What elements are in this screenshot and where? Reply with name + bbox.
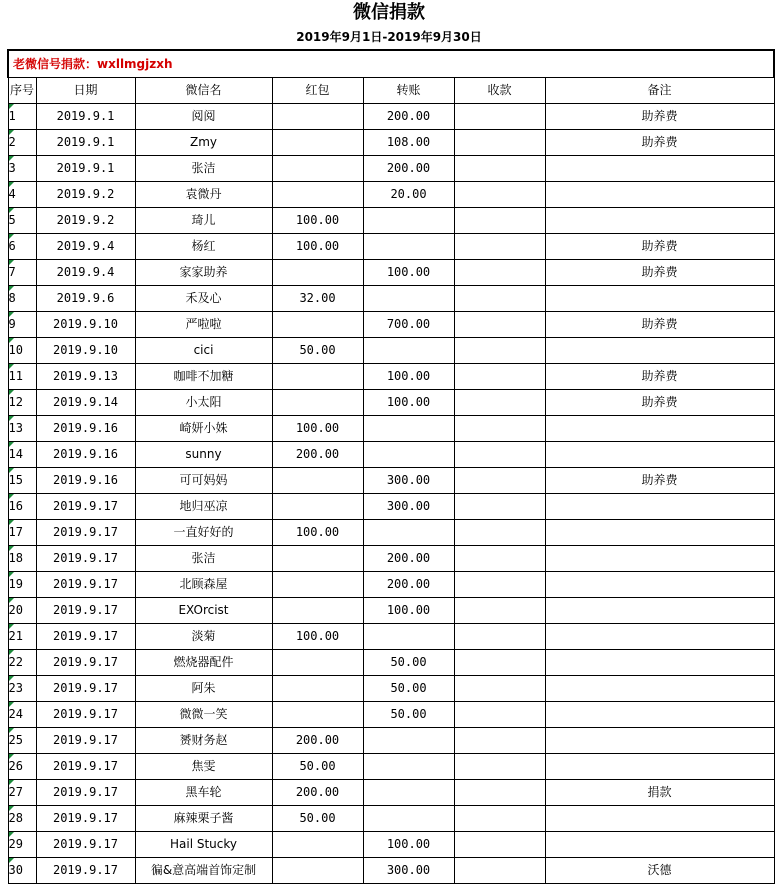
cell-red-packet: 50.00 [272, 754, 363, 780]
cell-date: 2019.9.10 [36, 338, 135, 364]
table-row [8, 182, 774, 208]
cell-red-packet: 100.00 [272, 416, 363, 442]
cell-red-packet [272, 390, 363, 416]
cell-name: 一直好好的 [135, 520, 272, 546]
cell-name: 麻辣栗子酱 [135, 806, 272, 832]
cell-seq: 10 [8, 338, 36, 364]
cell-note [545, 676, 774, 702]
cell-seq: 8 [8, 286, 36, 312]
cell-name: 燃烧器配件 [135, 650, 272, 676]
cell-note [545, 494, 774, 520]
cell-red-packet [272, 546, 363, 572]
header-date: 日期 [36, 78, 135, 104]
header-note: 备注 [545, 78, 774, 104]
cell-name: 北顾森屋 [135, 572, 272, 598]
cell-note [545, 182, 774, 208]
cell-red-packet [272, 130, 363, 156]
cell-date: 2019.9.13 [36, 364, 135, 390]
cell-name: EXOrcist [135, 598, 272, 624]
cell-transfer: 300.00 [363, 468, 454, 494]
cell-name: 家家助养 [135, 260, 272, 286]
cell-payment [454, 780, 545, 806]
donation-table [7, 49, 775, 884]
cell-name: sunny [135, 442, 272, 468]
cell-date: 2019.9.4 [36, 234, 135, 260]
table-row [8, 338, 774, 364]
cell-date: 2019.9.2 [36, 208, 135, 234]
cell-name: 小太阳 [135, 390, 272, 416]
table-row [8, 390, 774, 416]
cell-date: 2019.9.1 [36, 156, 135, 182]
cell-date: 2019.9.1 [36, 104, 135, 130]
cell-red-packet [272, 598, 363, 624]
cell-transfer: 300.00 [363, 858, 454, 884]
cell-transfer: 20.00 [363, 182, 454, 208]
cell-name: 崎妍小姝 [135, 416, 272, 442]
cell-seq: 29 [8, 832, 36, 858]
cell-transfer: 50.00 [363, 650, 454, 676]
cell-red-packet: 100.00 [272, 624, 363, 650]
cell-seq: 1 [8, 104, 36, 130]
cell-seq: 13 [8, 416, 36, 442]
header-red-packet: 红包 [272, 78, 363, 104]
cell-seq: 11 [8, 364, 36, 390]
table-row [8, 702, 774, 728]
cell-seq: 6 [8, 234, 36, 260]
cell-note: 助养费 [545, 104, 774, 130]
cell-red-packet: 100.00 [272, 520, 363, 546]
cell-date: 2019.9.17 [36, 520, 135, 546]
cell-transfer: 300.00 [363, 494, 454, 520]
cell-note [545, 832, 774, 858]
table-row [8, 364, 774, 390]
cell-note: 助养费 [545, 234, 774, 260]
table-row [8, 546, 774, 572]
cell-payment [454, 442, 545, 468]
cell-red-packet [272, 364, 363, 390]
cell-transfer [363, 442, 454, 468]
cell-payment [454, 130, 545, 156]
cell-payment [454, 416, 545, 442]
cell-payment [454, 494, 545, 520]
cell-transfer [363, 728, 454, 754]
cell-seq: 15 [8, 468, 36, 494]
cell-name: Hail Stucky [135, 832, 272, 858]
old-wechat-banner: 老微信号捐款：wxllmgjzxh [8, 50, 774, 78]
table-row [8, 416, 774, 442]
cell-date: 2019.9.1 [36, 130, 135, 156]
cell-transfer [363, 208, 454, 234]
cell-note [545, 754, 774, 780]
cell-date: 2019.9.17 [36, 832, 135, 858]
cell-date: 2019.9.17 [36, 806, 135, 832]
table-row [8, 312, 774, 338]
cell-date: 2019.9.17 [36, 624, 135, 650]
cell-note [545, 520, 774, 546]
cell-seq: 22 [8, 650, 36, 676]
cell-transfer: 50.00 [363, 702, 454, 728]
cell-note [545, 156, 774, 182]
cell-transfer [363, 806, 454, 832]
table-row [8, 468, 774, 494]
cell-note: 捐款 [545, 780, 774, 806]
cell-note: 助养费 [545, 468, 774, 494]
cell-date: 2019.9.16 [36, 416, 135, 442]
cell-transfer: 100.00 [363, 364, 454, 390]
header-row [8, 78, 774, 104]
cell-note [545, 286, 774, 312]
cell-transfer [363, 338, 454, 364]
cell-date: 2019.9.17 [36, 702, 135, 728]
cell-transfer: 700.00 [363, 312, 454, 338]
table-row [8, 494, 774, 520]
cell-payment [454, 312, 545, 338]
cell-red-packet: 100.00 [272, 208, 363, 234]
cell-payment [454, 104, 545, 130]
cell-date: 2019.9.17 [36, 494, 135, 520]
cell-seq: 18 [8, 546, 36, 572]
cell-seq: 20 [8, 598, 36, 624]
cell-transfer: 100.00 [363, 832, 454, 858]
cell-payment [454, 598, 545, 624]
cell-red-packet: 200.00 [272, 780, 363, 806]
cell-red-packet [272, 832, 363, 858]
cell-seq: 2 [8, 130, 36, 156]
cell-seq: 14 [8, 442, 36, 468]
cell-date: 2019.9.2 [36, 182, 135, 208]
cell-red-packet [272, 156, 363, 182]
document-title: 微信捐款 [353, 2, 425, 23]
cell-red-packet: 50.00 [272, 806, 363, 832]
cell-date: 2019.9.17 [36, 546, 135, 572]
cell-seq: 16 [8, 494, 36, 520]
cell-payment [454, 702, 545, 728]
cell-payment [454, 806, 545, 832]
cell-red-packet [272, 650, 363, 676]
table-row [8, 676, 774, 702]
cell-red-packet [272, 702, 363, 728]
cell-transfer [363, 286, 454, 312]
cell-payment [454, 156, 545, 182]
cell-transfer: 200.00 [363, 156, 454, 182]
cell-payment [454, 364, 545, 390]
cell-name: 阅阅 [135, 104, 272, 130]
cell-red-packet: 32.00 [272, 286, 363, 312]
cell-transfer [363, 234, 454, 260]
cell-transfer: 50.00 [363, 676, 454, 702]
cell-payment [454, 650, 545, 676]
cell-name: 杨红 [135, 234, 272, 260]
cell-transfer: 200.00 [363, 572, 454, 598]
cell-payment [454, 754, 545, 780]
cell-name: 赟财务赵 [135, 728, 272, 754]
header-transfer: 转账 [363, 78, 454, 104]
cell-red-packet: 200.00 [272, 728, 363, 754]
cell-red-packet: 50.00 [272, 338, 363, 364]
cell-transfer [363, 754, 454, 780]
cell-note [545, 208, 774, 234]
cell-name: 黑车轮 [135, 780, 272, 806]
cell-payment [454, 676, 545, 702]
table-row [8, 520, 774, 546]
cell-name: 张洁 [135, 156, 272, 182]
table-row [8, 104, 774, 130]
cell-transfer: 100.00 [363, 390, 454, 416]
cell-name: 淡菊 [135, 624, 272, 650]
cell-note: 助养费 [545, 390, 774, 416]
cell-date: 2019.9.17 [36, 598, 135, 624]
cell-note [545, 546, 774, 572]
cell-name: 微微一笑 [135, 702, 272, 728]
cell-payment [454, 468, 545, 494]
cell-name: 琦儿 [135, 208, 272, 234]
cell-payment [454, 572, 545, 598]
table-row [8, 572, 774, 598]
cell-name: 袁微丹 [135, 182, 272, 208]
cell-seq: 23 [8, 676, 36, 702]
cell-note: 沃德 [545, 858, 774, 884]
cell-name: 咖啡不加糖 [135, 364, 272, 390]
cell-seq: 25 [8, 728, 36, 754]
cell-date: 2019.9.17 [36, 728, 135, 754]
table-row [8, 234, 774, 260]
cell-name: 地归巫凉 [135, 494, 272, 520]
cell-transfer [363, 780, 454, 806]
cell-date: 2019.9.17 [36, 754, 135, 780]
cell-name: 禾及心 [135, 286, 272, 312]
cell-payment [454, 624, 545, 650]
cell-payment [454, 390, 545, 416]
table-row [8, 754, 774, 780]
cell-seq: 26 [8, 754, 36, 780]
cell-payment [454, 286, 545, 312]
cell-date: 2019.9.17 [36, 650, 135, 676]
cell-name: 焦雯 [135, 754, 272, 780]
cell-red-packet: 100.00 [272, 234, 363, 260]
cell-note [545, 702, 774, 728]
cell-red-packet [272, 858, 363, 884]
cell-note [545, 442, 774, 468]
cell-note [545, 416, 774, 442]
cell-note: 助养费 [545, 364, 774, 390]
cell-seq: 19 [8, 572, 36, 598]
cell-transfer [363, 624, 454, 650]
cell-payment [454, 260, 545, 286]
table-row [8, 286, 774, 312]
cell-red-packet [272, 468, 363, 494]
table-row [8, 728, 774, 754]
cell-seq: 5 [8, 208, 36, 234]
cell-name: cici [135, 338, 272, 364]
table-row [8, 832, 774, 858]
cell-red-packet [272, 676, 363, 702]
table-row [8, 208, 774, 234]
cell-date: 2019.9.17 [36, 858, 135, 884]
cell-payment [454, 520, 545, 546]
table-row [8, 624, 774, 650]
cell-note [545, 598, 774, 624]
cell-date: 2019.9.16 [36, 468, 135, 494]
cell-payment [454, 858, 545, 884]
cell-payment [454, 832, 545, 858]
table-row [8, 858, 774, 884]
cell-note: 助养费 [545, 260, 774, 286]
cell-seq: 17 [8, 520, 36, 546]
cell-seq: 21 [8, 624, 36, 650]
cell-red-packet [272, 494, 363, 520]
cell-payment [454, 234, 545, 260]
cell-note: 助养费 [545, 130, 774, 156]
cell-note: 助养费 [545, 312, 774, 338]
cell-note [545, 338, 774, 364]
header-seq: 序号 [8, 78, 36, 104]
cell-seq: 4 [8, 182, 36, 208]
cell-note [545, 806, 774, 832]
table-row [8, 156, 774, 182]
cell-transfer: 100.00 [363, 598, 454, 624]
cell-transfer: 200.00 [363, 546, 454, 572]
cell-transfer: 100.00 [363, 260, 454, 286]
cell-red-packet [272, 182, 363, 208]
cell-payment [454, 182, 545, 208]
cell-name: 严啦啦 [135, 312, 272, 338]
cell-name: 阿朱 [135, 676, 272, 702]
document-period: 2019年9月1日-2019年9月30日 [296, 30, 482, 44]
cell-seq: 28 [8, 806, 36, 832]
cell-red-packet: 200.00 [272, 442, 363, 468]
cell-date: 2019.9.17 [36, 676, 135, 702]
cell-red-packet [272, 572, 363, 598]
cell-transfer: 200.00 [363, 104, 454, 130]
header-payment: 收款 [454, 78, 545, 104]
table-row [8, 780, 774, 806]
cell-note [545, 624, 774, 650]
cell-red-packet [272, 104, 363, 130]
cell-payment [454, 546, 545, 572]
cell-payment [454, 208, 545, 234]
cell-seq: 30 [8, 858, 36, 884]
table-row [8, 260, 774, 286]
cell-seq: 3 [8, 156, 36, 182]
cell-date: 2019.9.6 [36, 286, 135, 312]
cell-date: 2019.9.17 [36, 780, 135, 806]
table-row [8, 442, 774, 468]
cell-transfer [363, 416, 454, 442]
cell-note [545, 650, 774, 676]
cell-name: 可可妈妈 [135, 468, 272, 494]
cell-seq: 9 [8, 312, 36, 338]
cell-transfer: 108.00 [363, 130, 454, 156]
cell-date: 2019.9.17 [36, 572, 135, 598]
cell-name: Zmy [135, 130, 272, 156]
header-name: 微信名 [135, 78, 272, 104]
cell-note [545, 572, 774, 598]
cell-seq: 27 [8, 780, 36, 806]
cell-seq: 24 [8, 702, 36, 728]
cell-date: 2019.9.14 [36, 390, 135, 416]
cell-red-packet [272, 312, 363, 338]
cell-payment [454, 338, 545, 364]
cell-name: 徧&意高端首饰定制 [135, 858, 272, 884]
cell-seq: 7 [8, 260, 36, 286]
banner-row [8, 50, 774, 78]
table-row [8, 650, 774, 676]
cell-seq: 12 [8, 390, 36, 416]
table-row [8, 806, 774, 832]
table-row [8, 130, 774, 156]
cell-note [545, 728, 774, 754]
cell-date: 2019.9.4 [36, 260, 135, 286]
cell-transfer [363, 520, 454, 546]
cell-payment [454, 728, 545, 754]
cell-date: 2019.9.10 [36, 312, 135, 338]
table-row [8, 598, 774, 624]
cell-name: 张洁 [135, 546, 272, 572]
cell-date: 2019.9.16 [36, 442, 135, 468]
cell-red-packet [272, 260, 363, 286]
